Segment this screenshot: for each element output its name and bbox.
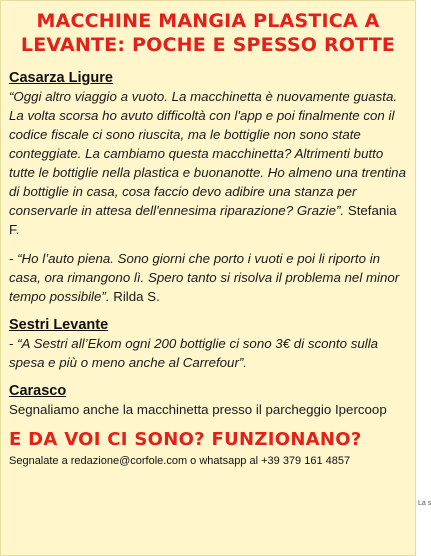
quote-paragraph bbox=[9, 334, 407, 372]
section-carasco bbox=[9, 382, 407, 419]
quote-text: “Ho l’auto piena. Sono giorni che porto i vuoti e poi li riporto in casa, ora rimangono lì. Spero tanto si risolva il problema nel minor tempo possibile”. bbox=[9, 251, 400, 304]
location-heading: Carasco bbox=[9, 383, 67, 399]
quote-text: “Oggi altro viaggio a vuoto. La macchinetta è nuovamente guasta. La volta scorsa ho avuto difficoltà con l'app e poi finalmente con il codice fiscale ci sono riuscita, ma le bottiglie non sono state conteggiate. La cambiamo questa macchinetta? Altrimenti butto tutte le bottiglie nella plastica e buonanotte. Ho almeno una trentina di bottiglie in casa, cosa faccio devo adibire una stanza per conservarle in attesa dell'ennesima riparazione? Grazie”. bbox=[9, 89, 406, 218]
quote-prefix: - bbox=[9, 251, 18, 266]
location-heading: Casarza Ligure bbox=[9, 70, 113, 86]
section-sestri bbox=[9, 316, 407, 372]
quote-author: Stefania F. bbox=[9, 203, 397, 237]
contact-footer: Segnalate a redazione@corfole.com o whatsapp al +39 379 161 4857 bbox=[9, 455, 351, 467]
quote-text: “A Sestri all’Ekom ogni 200 bottiglie ci sono 3€ di sconto sulla spesa e più o meno anche al Carrefour”. bbox=[9, 336, 379, 370]
location-heading: Sestri Levante bbox=[9, 317, 109, 333]
quote-prefix: - bbox=[9, 336, 18, 351]
call-to-action: E DA VOI CI SONO? FUNZIONANO? bbox=[9, 429, 362, 450]
headline bbox=[9, 9, 407, 57]
quote-author: Rilda S. bbox=[109, 289, 160, 304]
side-text: La s bbox=[418, 500, 431, 507]
headline-line-2: LEVANTE: POCHE E SPESSO ROTTE bbox=[20, 34, 396, 56]
report-text: Segnaliamo anche la macchinetta presso il parcheggio Ipercoop bbox=[9, 402, 387, 417]
headline-line-1: MACCHINE MANGIA PLASTICA A bbox=[36, 10, 380, 32]
quote-paragraph bbox=[9, 249, 407, 306]
section-casarza bbox=[9, 69, 407, 306]
quote-paragraph bbox=[9, 87, 407, 239]
